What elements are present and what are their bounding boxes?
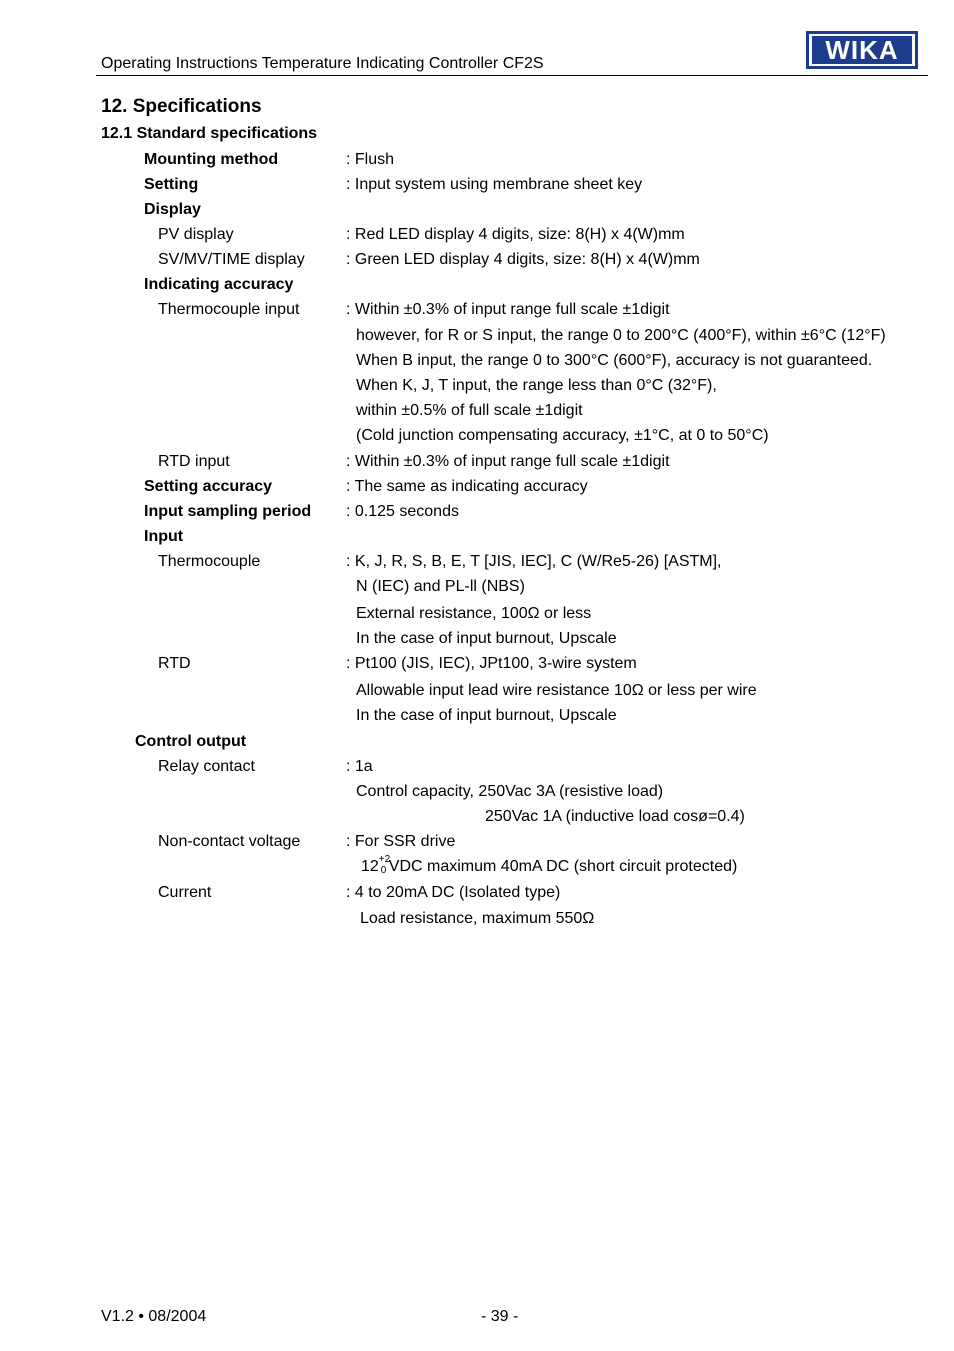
spec-label-input: Input: [144, 528, 184, 545]
section-subtitle: 12.1 Standard specifications: [101, 125, 318, 142]
spec-label-thermocouple: Thermocouple: [158, 553, 261, 570]
spec-detail-line: When K, J, T input, the range less than 0°C (32°F),: [356, 377, 717, 394]
spec-label-setting-accuracy: Setting accuracy: [144, 478, 273, 495]
spec-label-control-output: Control output: [135, 733, 247, 750]
spec-value-setting-accuracy: : The same as indicating accuracy: [346, 478, 588, 495]
spec-value-sv-display: : Green LED display 4 digits, size: 8(H) x 4(W)mm: [346, 251, 700, 268]
voltage-tolerance-lower: 0: [380, 865, 387, 876]
spec-detail-line: Control capacity, 250Vac 3A (resistive load): [356, 783, 664, 800]
spec-label-thermocouple-input: Thermocouple input: [158, 301, 300, 318]
spec-label-current: Current: [158, 884, 212, 901]
spec-label-mounting: Mounting method: [144, 151, 279, 168]
spec-label-display: Display: [144, 201, 201, 218]
spec-detail-line: however, for R or S input, the range 0 to 200°C (400°F), within ±6°C (12°F): [356, 327, 886, 344]
spec-label-relay-contact: Relay contact: [158, 758, 255, 775]
voltage-tolerance: [378, 854, 391, 876]
wika-logo-text: WIKA: [812, 36, 912, 64]
spec-detail-line: (Cold junction compensating accuracy, ±1°C, at 0 to 50°C): [356, 427, 769, 444]
spec-value-current: : 4 to 20mA DC (Isolated type): [346, 884, 561, 901]
voltage-main: 12: [361, 858, 379, 875]
spec-detail-line: within ±0.5% of full scale ±1digit: [356, 402, 583, 419]
spec-value-pv-display: : Red LED display 4 digits, size: 8(H) x 4(W)mm: [346, 226, 685, 243]
spec-label-rtd: RTD: [158, 655, 191, 672]
spec-label-sampling-period: Input sampling period: [144, 503, 312, 520]
voltage-rest: VDC maximum 40mA DC (short circuit protected): [388, 858, 738, 875]
spec-label-pv-display: PV display: [158, 226, 234, 243]
spec-value-thermocouple: : K, J, R, S, B, E, T [JIS, IEC], C (W/Re5-26) [ASTM],: [346, 553, 722, 570]
spec-value-relay-contact: : 1a: [346, 758, 373, 775]
spec-value-setting: : Input system using membrane sheet key: [346, 176, 643, 193]
spec-value-sampling-period: : 0.125 seconds: [346, 503, 459, 520]
spec-value-rtd: : Pt100 (JIS, IEC), JPt100, 3-wire system: [346, 655, 637, 672]
spec-detail-line: In the case of input burnout, Upscale: [356, 630, 617, 647]
spec-detail-line: Allowable input lead wire resistance 10Ω or less per wire: [356, 682, 757, 699]
spec-voltage-line: [361, 854, 738, 876]
spec-label-sv-display: SV/MV/TIME display: [158, 251, 305, 268]
spec-detail-line: When B input, the range 0 to 300°C (600°F), accuracy is not guaranteed.: [356, 352, 873, 369]
spec-label-indicating-accuracy: Indicating accuracy: [144, 276, 294, 293]
section-title: 12. Specifications: [101, 96, 262, 117]
spec-detail-line: Load resistance, maximum 550Ω: [360, 910, 595, 927]
document-header-title: Operating Instructions Temperature Indicating Controller CF2S: [101, 55, 544, 72]
spec-value-thermocouple-input: : Within ±0.3% of input range full scale ±1digit: [346, 301, 670, 318]
spec-label-rtd-input: RTD input: [158, 453, 230, 470]
footer-version: V1.2 • 08/2004: [101, 1308, 207, 1325]
spec-value-non-contact-voltage: : For SSR drive: [346, 833, 456, 850]
spec-value-mounting: : Flush: [346, 151, 395, 168]
spec-detail-line: 250Vac 1A (inductive load cosø=0.4): [485, 808, 745, 825]
footer-page-number: - 39 -: [481, 1308, 519, 1325]
header-divider: [96, 75, 928, 76]
spec-label-setting: Setting: [144, 176, 199, 193]
spec-detail-line: In the case of input burnout, Upscale: [356, 707, 617, 724]
voltage-tolerance-upper: +2: [378, 854, 391, 865]
spec-detail-line: N (IEC) and PL-ll (NBS): [356, 578, 525, 595]
wika-logo: [806, 31, 918, 69]
spec-value-rtd-input: : Within ±0.3% of input range full scale ±1digit: [346, 453, 670, 470]
spec-label-non-contact-voltage: Non-contact voltage: [158, 833, 301, 850]
spec-detail-line: External resistance, 100Ω or less: [356, 605, 592, 622]
